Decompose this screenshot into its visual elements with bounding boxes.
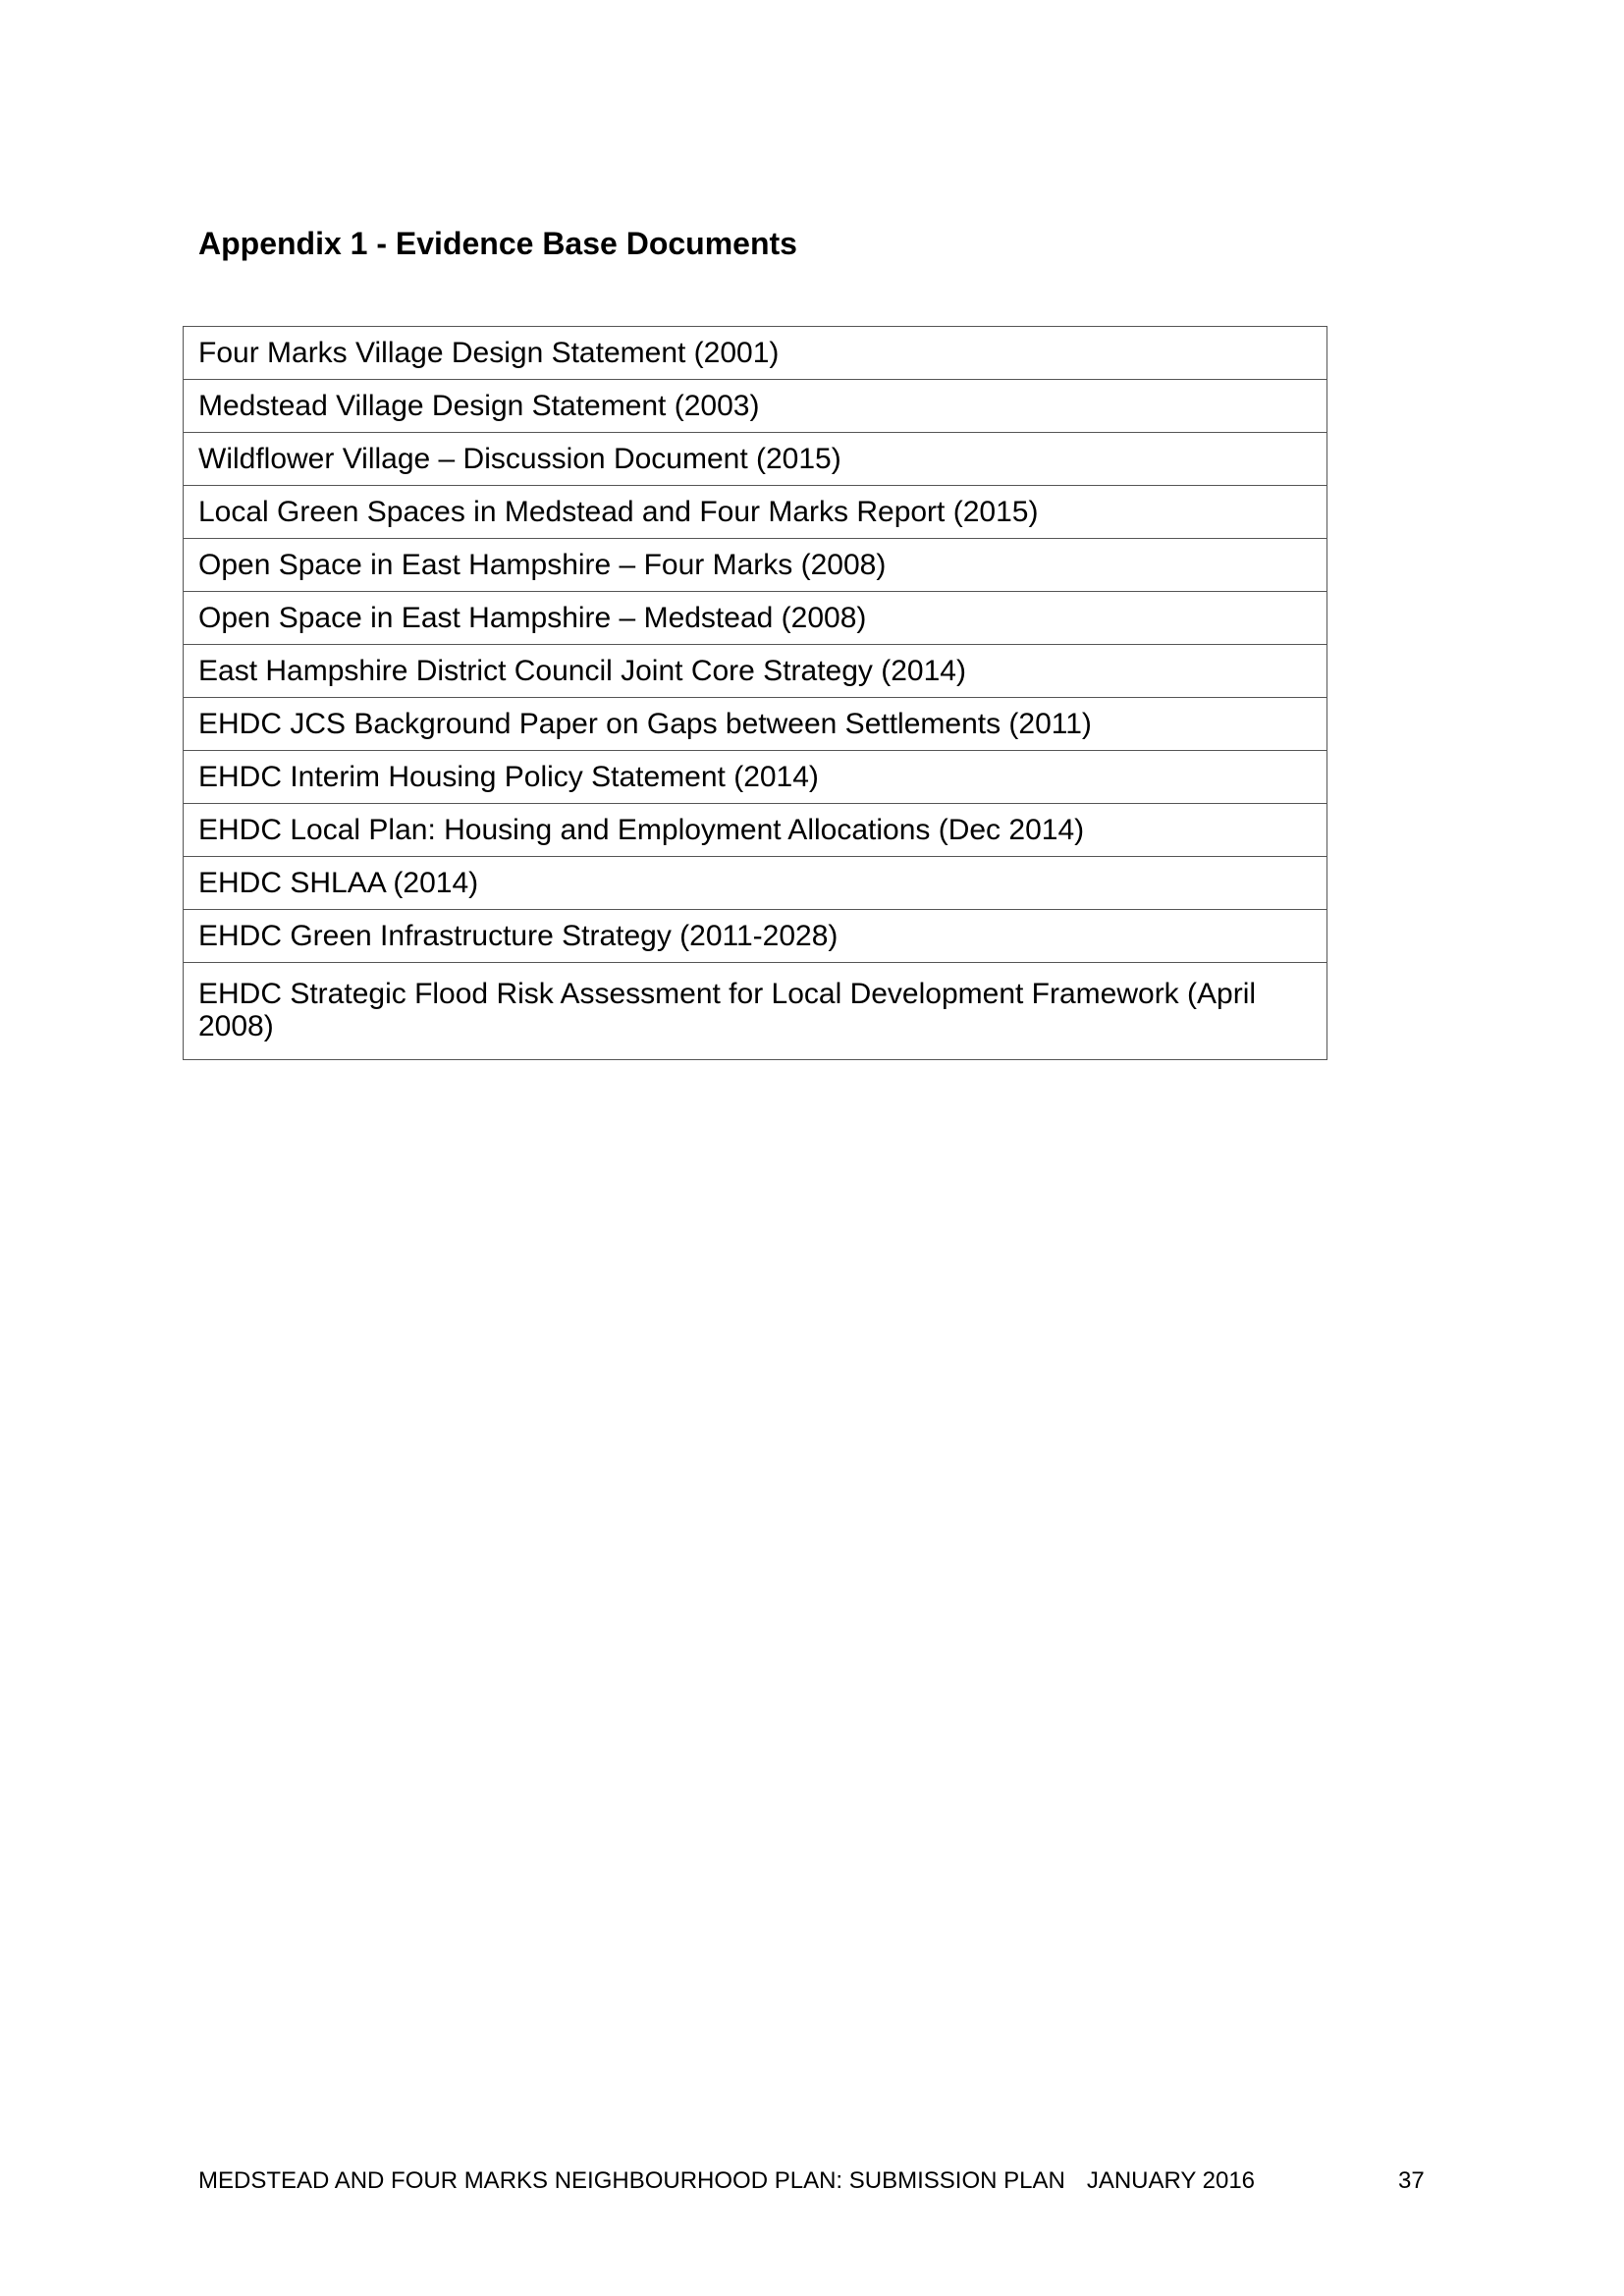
footer-date: JANUARY 2016 bbox=[1086, 2167, 1256, 2194]
table-row bbox=[184, 380, 1327, 433]
table-row bbox=[184, 751, 1327, 804]
page-footer bbox=[198, 2166, 1255, 2196]
document-cell: Medstead Village Design Statement (2003) bbox=[184, 380, 1327, 433]
document-cell: Open Space in East Hampshire – Four Marks (2008) bbox=[184, 539, 1327, 592]
document-cell: EHDC Green Infrastructure Strategy (2011-2028) bbox=[184, 910, 1327, 963]
document-cell: Open Space in East Hampshire – Medstead (2008) bbox=[184, 592, 1327, 645]
table-row bbox=[184, 910, 1327, 963]
document-cell: Four Marks Village Design Statement (2001) bbox=[184, 327, 1327, 380]
document-cell: East Hampshire District Council Joint Core Strategy (2014) bbox=[184, 645, 1327, 698]
table-row bbox=[184, 592, 1327, 645]
table-row bbox=[184, 486, 1327, 539]
page-title: Appendix 1 - Evidence Base Documents bbox=[198, 226, 797, 261]
table-row bbox=[184, 857, 1327, 910]
document-cell: EHDC Strategic Flood Risk Assessment for Local Development Framework (April 2008) bbox=[184, 963, 1327, 1060]
document-cell: EHDC Interim Housing Policy Statement (2014) bbox=[184, 751, 1327, 804]
document-cell: Wildflower Village – Discussion Document (2015) bbox=[184, 433, 1327, 486]
table-row bbox=[184, 804, 1327, 857]
evidence-documents-table bbox=[183, 326, 1327, 1060]
table-row bbox=[184, 645, 1327, 698]
table-row bbox=[184, 327, 1327, 380]
page-number: 37 bbox=[1398, 2167, 1425, 2194]
table-row bbox=[184, 698, 1327, 751]
document-cell: Local Green Spaces in Medstead and Four Marks Report (2015) bbox=[184, 486, 1327, 539]
document-cell: EHDC JCS Background Paper on Gaps between Settlements (2011) bbox=[184, 698, 1327, 751]
footer-plan-title: MEDSTEAD AND FOUR MARKS NEIGHBOURHOOD PLAN: SUBMISSION PLAN bbox=[198, 2167, 1065, 2194]
table-row bbox=[184, 433, 1327, 486]
table-row bbox=[184, 539, 1327, 592]
document-cell: EHDC Local Plan: Housing and Employment Allocations (Dec 2014) bbox=[184, 804, 1327, 857]
document-cell: EHDC SHLAA (2014) bbox=[184, 857, 1327, 910]
table-row bbox=[184, 963, 1327, 1060]
